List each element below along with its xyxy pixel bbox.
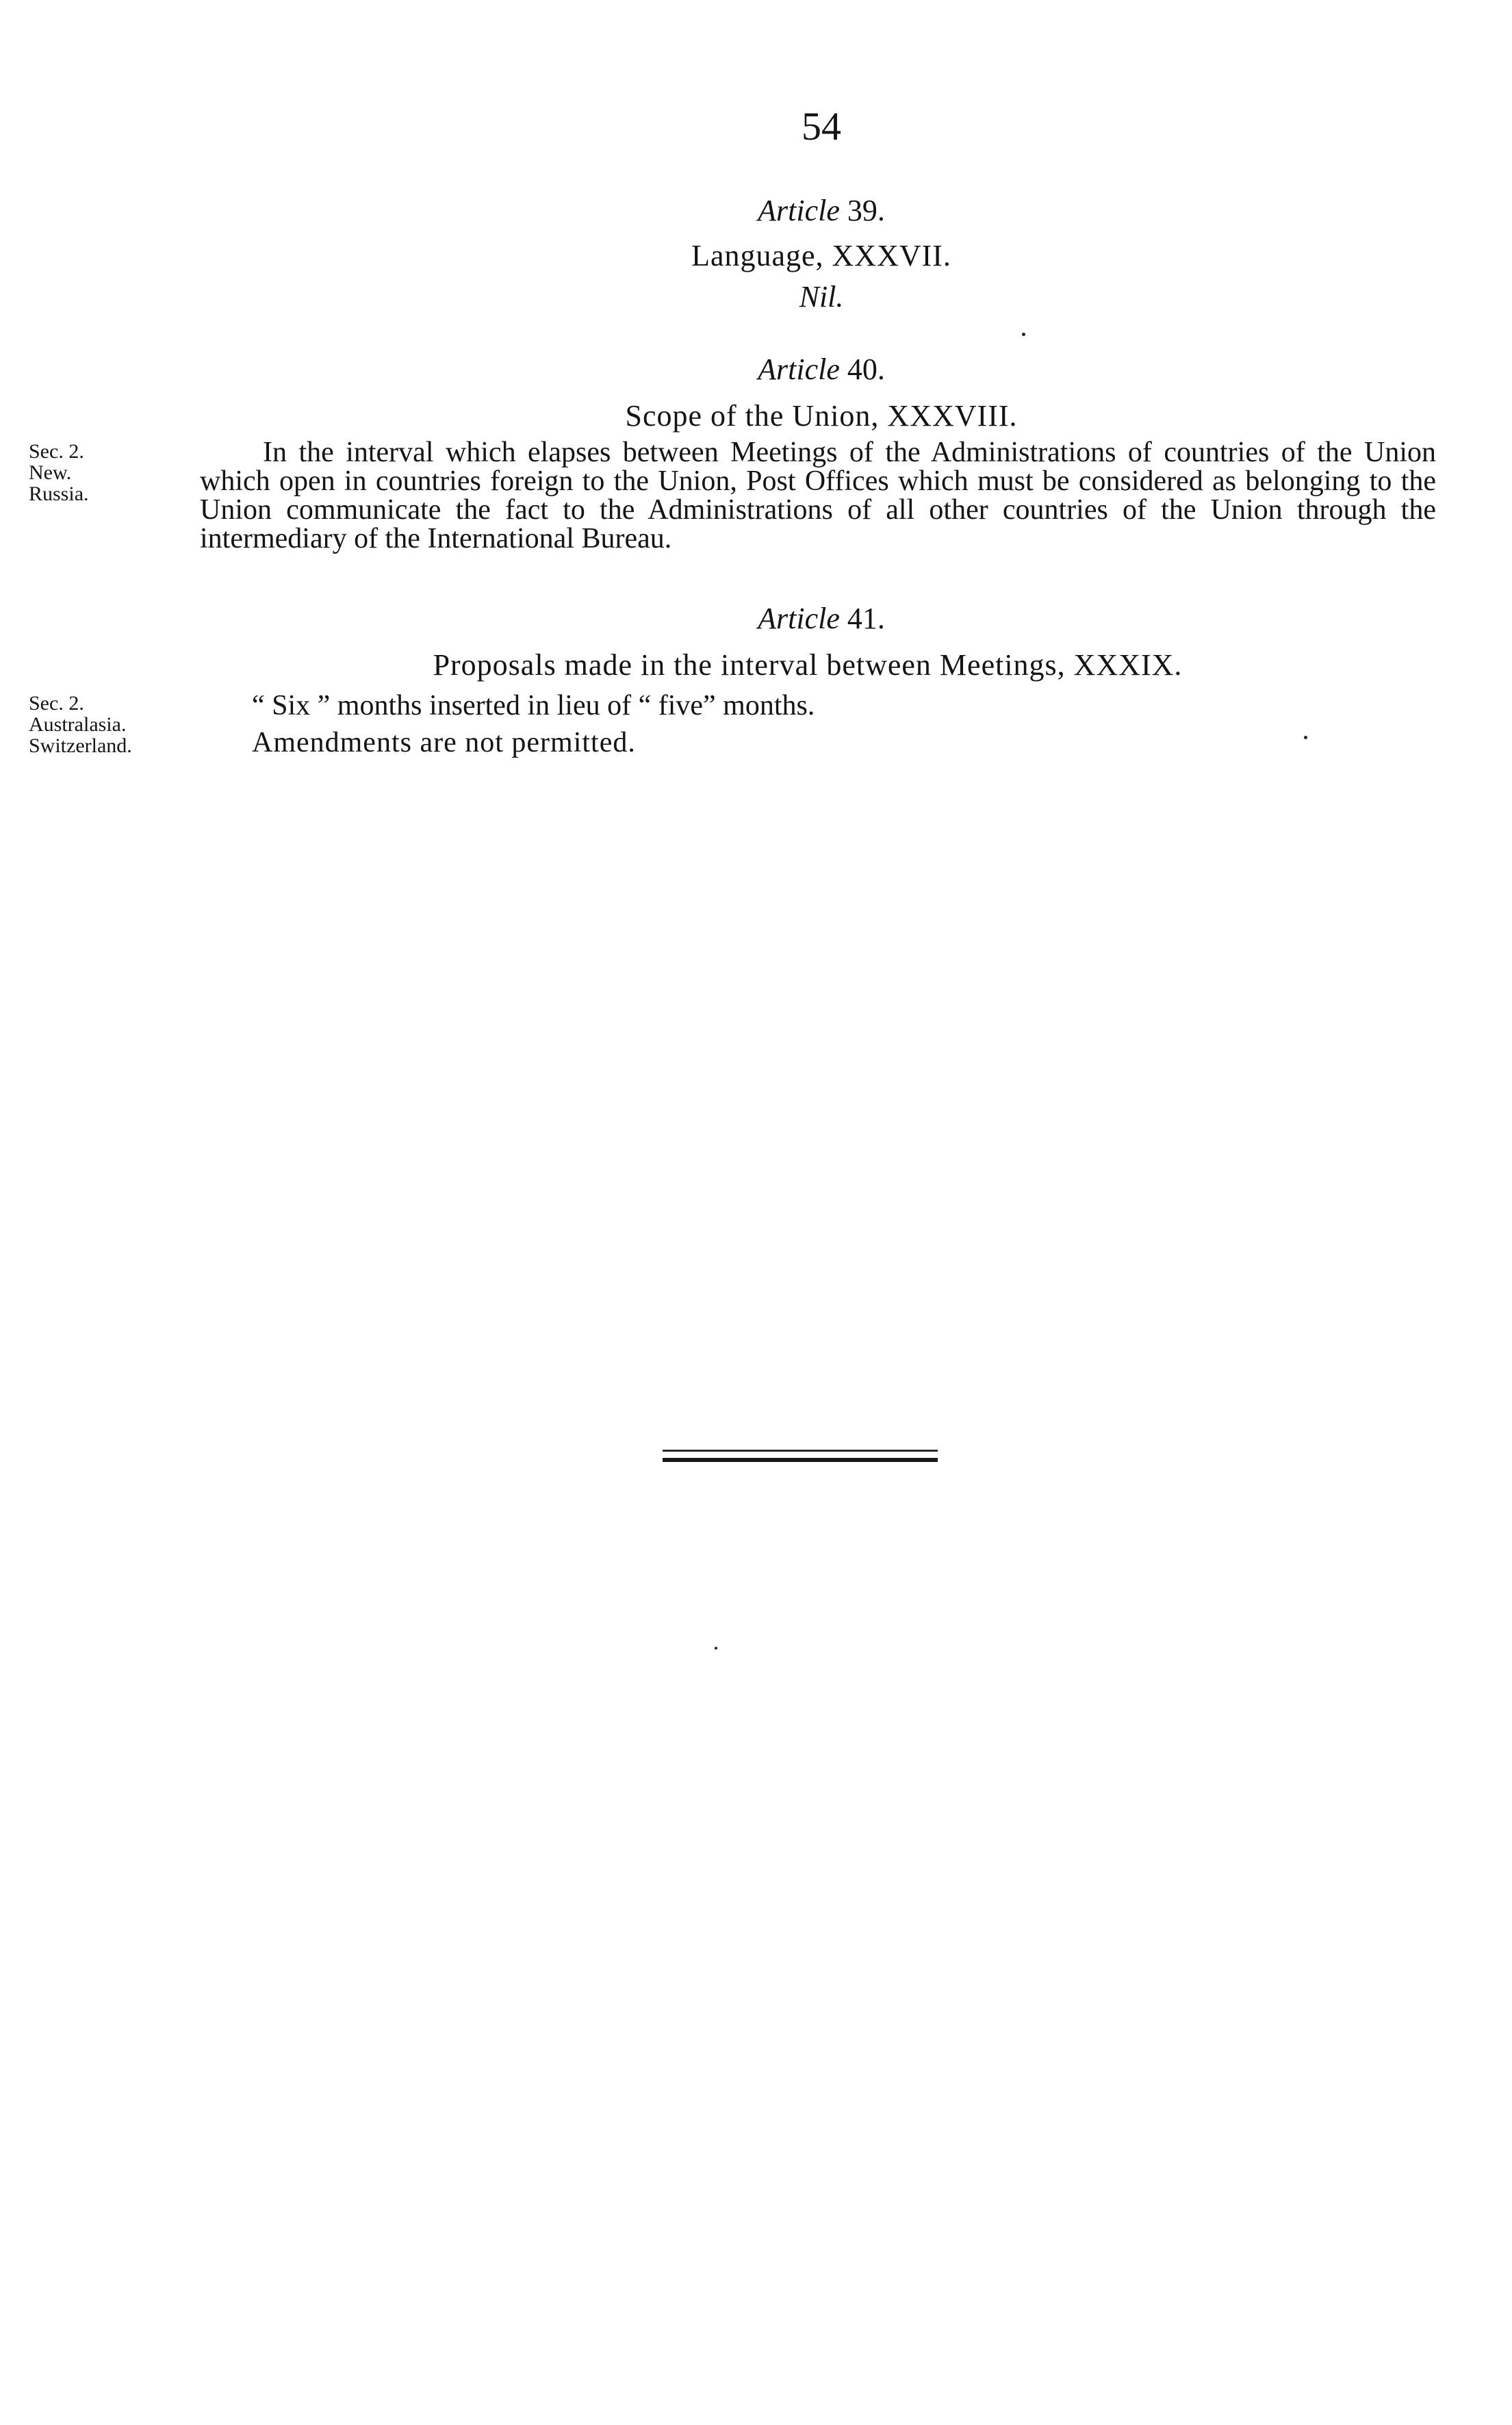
margin-note-line: Sec. 2. xyxy=(29,440,84,463)
article-number: 39. xyxy=(847,194,885,227)
article-39-heading xyxy=(684,196,958,226)
article-number: 40. xyxy=(847,352,885,386)
article-number: 41. xyxy=(847,602,885,635)
article-41-margin-note xyxy=(29,693,186,756)
margin-note-line: Russia. xyxy=(29,483,89,505)
margin-note-line: Switzerland. xyxy=(29,734,132,757)
article-41-subject: Proposals made in the interval between Meetings, XXXIX. xyxy=(433,648,1183,682)
page-number: 54 xyxy=(802,104,841,149)
scan-speck xyxy=(1022,333,1025,336)
article-39-subject: Language, XXXVII. xyxy=(691,239,951,272)
article-41-heading xyxy=(684,604,958,634)
article-label: Article xyxy=(758,602,840,635)
article-label: Article xyxy=(758,194,840,227)
article-41-line: Amendments are not permitted. xyxy=(252,727,636,758)
scan-speck xyxy=(715,1647,717,1650)
margin-note-line: Australasia. xyxy=(29,713,127,736)
scan-speck xyxy=(1304,736,1307,739)
rule-thin-line xyxy=(663,1450,938,1452)
article-label: Article xyxy=(758,352,840,386)
article-39-content: Nil. xyxy=(799,280,844,313)
rule-thick-line xyxy=(663,1458,938,1462)
article-40-subject: Scope of the Union, XXXVIII. xyxy=(625,399,1018,433)
article-40-paragraph: In the interval which elapses between Meetings of the Administrations of countries of the Union which open in countries foreign to the Union, Post Offices which must be considered as belonging to the Union communicate the fact to the Administrations of all other countries of the Union through the intermediary of the International Bureau. xyxy=(200,437,1436,554)
margin-note-line: Sec. 2. xyxy=(29,692,84,715)
margin-note-line: New. xyxy=(29,461,72,484)
article-41-line: “ Six ” months inserted in lieu of “ five” months. xyxy=(252,690,815,721)
article-40-margin-note xyxy=(29,441,186,504)
closing-double-rule xyxy=(663,1450,938,1462)
article-40-heading xyxy=(684,352,958,386)
